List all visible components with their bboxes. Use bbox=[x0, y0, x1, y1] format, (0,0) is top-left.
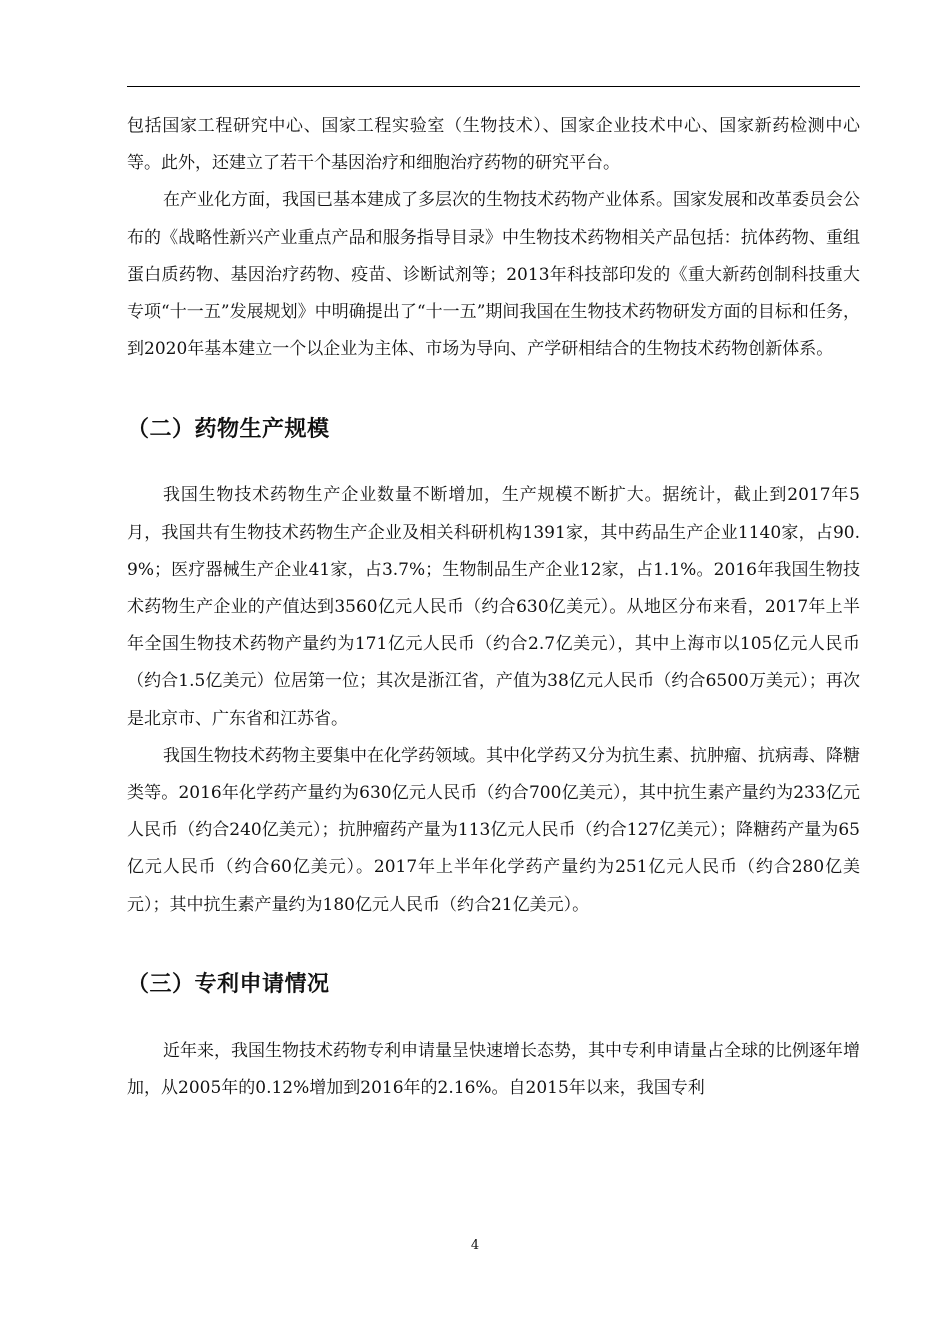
spacer bbox=[127, 445, 860, 477]
spacer bbox=[127, 368, 860, 415]
section-heading-production-scale: （二）药物生产规模 bbox=[127, 417, 330, 443]
paragraph-industrialization: 在产业化方面，我国已基本建成了多层次的生物技术药物产业体系。国家发展和改革委员会公布的《战略性新兴产业重点产品和服务指导目录》中生物技术药物相关产品包括：抗体药物、重组蛋白质药物、基因治疗药物、疫苗、诊断试剂等；2013年科技部印发的《重大新药创制科技重大专项“十一五”发展规划》中明确提出了“十一五”期间我国在生物技术药物研发方面的目标和任务，到2020年基本建立一个以企业为主体、市场为导向、产学研相结合的生物技术药物创新体系。 bbox=[127, 190, 860, 360]
document-body bbox=[127, 108, 860, 1107]
header-rule bbox=[127, 86, 860, 87]
spacer bbox=[127, 1000, 860, 1033]
page-number: 4 bbox=[470, 1238, 480, 1253]
section-heading-patent-applications: （三）专利申请情况 bbox=[127, 971, 330, 997]
paragraph-patents: 近年来，我国生物技术药物专利申请量呈快速增长态势，其中专利申请量占全球的比例逐年增加，从2005年的0.12%增加到2016年的2.16%。自2015年以来，我国专利 bbox=[127, 1040, 860, 1099]
paragraph-chemical-drugs: 我国生物技术药物主要集中在化学药领域。其中化学药又分为抗生素、抗肿瘤、抗病毒、降糖类等。2016年化学药产量约为630亿元人民币（约合700亿美元），其中抗生素产量约为233亿元人民币（约合240亿美元）；抗肿瘤药产量为113亿元人民币（约合127亿美元）；降糖药产量为65亿元人民币（约合60亿美元）。2017年上半年化学药产量约为251亿元人民币（约合280亿美元）；其中抗生素产量约为180亿元人民币（约合21亿美元）。 bbox=[127, 745, 860, 915]
paragraph-production-enterprises: 我国生物技术药物生产企业数量不断增加，生产规模不断扩大。据统计，截止到2017年5月，我国共有生物技术药物生产企业及相关科研机构1391家，其中药品生产企业1140家，占90.9%；医疗器械生产企业41家，占3.7%；生物制品生产企业12家，占1.1%。2016年我国生物技术药物生产企业的产值达到3560亿元人民币（约合630亿美元）。从地区分布来看，2017年上半年全国生物技术药物产量约为171亿元人民币（约合2.7亿美元），其中上海市以105亿元人民币（约合1.5亿美元）位居第一位；其次是浙江省，产值为38亿元人民币（约合6500万美元）；再次是北京市、广东省和江苏省。 bbox=[127, 485, 860, 729]
spacer bbox=[127, 924, 860, 970]
paragraph-continued: 包括国家工程研究中心、国家工程实验室（生物技术）、国家企业技术中心、国家新药检测中心等。此外，还建立了若干个基因治疗和细胞治疗药物的研究平台。 bbox=[127, 116, 860, 174]
